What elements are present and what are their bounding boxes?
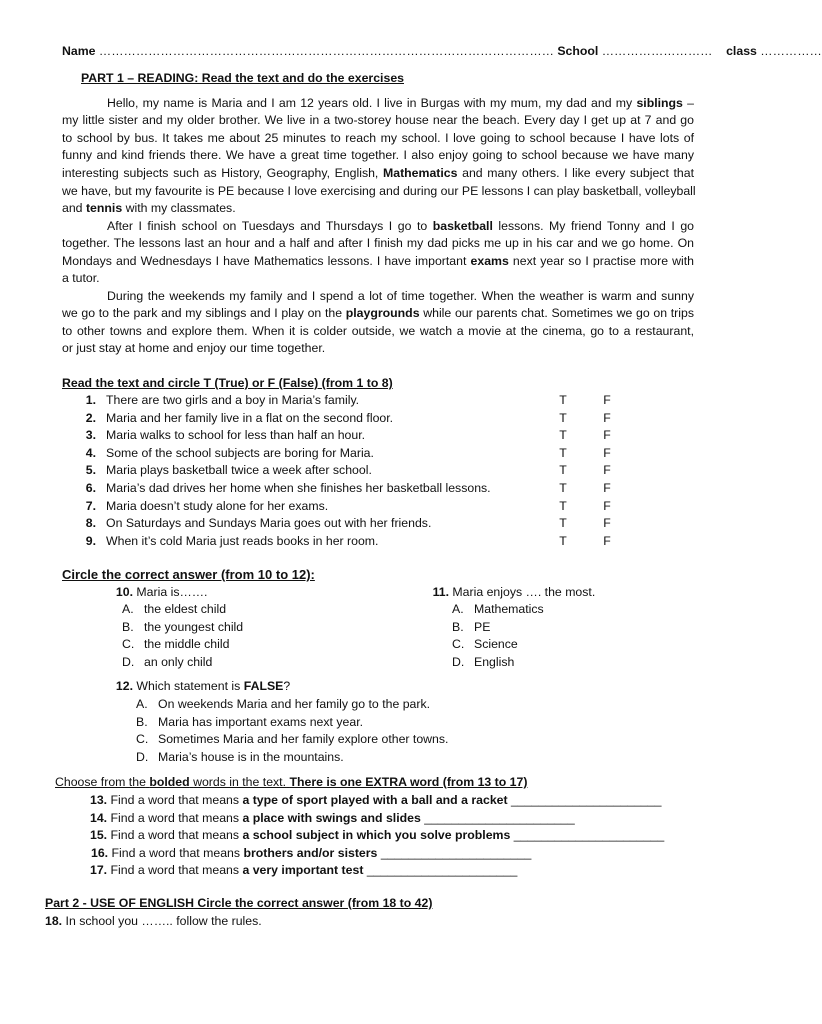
tf-item	[80, 428, 640, 442]
word-item-meaning: brothers and/or sisters	[243, 845, 378, 860]
option-letter: C.	[452, 637, 465, 652]
tf-item-text: Maria and her family live in a flat on the second floor.	[106, 410, 394, 425]
q10-option[interactable]	[122, 655, 212, 669]
option-text: the eldest child	[144, 602, 227, 616]
word-item	[91, 846, 531, 860]
option-letter: D.	[452, 654, 465, 669]
word-item-number: 16.	[91, 845, 109, 860]
tf-item-text: There are two girls and a boy in Maria’s family.	[106, 393, 360, 407]
q11-option[interactable]	[452, 620, 490, 634]
p2-line-4: a tutor.	[62, 271, 100, 285]
p1-line-2: my little sister and my older brother. We live in a two-storey house near the beach. Every day I get up at 7 and go	[62, 113, 694, 127]
option-letter: D.	[136, 749, 149, 764]
option-letter: D.	[122, 654, 135, 669]
false-option[interactable]: F	[603, 481, 611, 495]
true-option[interactable]: T	[559, 445, 567, 460]
p3-line-1: During the weekends my family and I spend a lot of time together. When the weather is warm and sunny	[107, 289, 694, 303]
tf-item	[80, 499, 640, 513]
false-option[interactable]: F	[603, 463, 611, 478]
option-text: Science	[474, 637, 518, 652]
false-option[interactable]: F	[603, 498, 611, 513]
part2-title: Part 2 - USE OF ENGLISH Circle the correct answer (from 18 to 42)	[45, 896, 433, 910]
option-text: the middle child	[144, 637, 230, 652]
option-text: Maria’s house is in the mountains.	[158, 749, 344, 764]
tf-item	[80, 463, 640, 477]
name-field[interactable]: …………………………………………………………………………………………………	[98, 44, 554, 58]
p3-line-2: we go to the park and my siblings and I play on the playgrounds while our parents chat. Sometimes we go on trips	[62, 306, 694, 320]
p2-line-1: After I finish school on Tuesdays and Thursdays I go to basketball lessons. My friend Tonny and I go	[107, 219, 695, 233]
false-option[interactable]: F	[603, 533, 611, 548]
option-text: PE	[474, 619, 491, 634]
false-option[interactable]: F	[603, 393, 611, 407]
tf-item-text: Maria’s dad drives her home when she finishes her basketball lessons.	[106, 481, 491, 495]
answer-blank[interactable]: ______________________	[380, 845, 532, 860]
p3-line-4: or just stay at home and enjoy our time together.	[62, 341, 326, 355]
q12-option[interactable]	[136, 697, 430, 711]
tf-item-number: 6.	[85, 481, 96, 495]
option-text: English	[474, 654, 515, 669]
q11-option[interactable]	[452, 637, 518, 651]
word-title: Choose from the bolded words in the text. There is one EXTRA word (from 13 to 17)	[55, 775, 528, 789]
header-line	[62, 44, 822, 58]
option-text: Sometimes Maria and her family explore other towns.	[158, 732, 449, 747]
true-option[interactable]: T	[559, 498, 567, 513]
word-item	[90, 828, 664, 842]
p2-line-2: together. The lessons last an hour and a half and after I finish my dad picks me up in his car and we go home. On	[62, 236, 694, 250]
word-item-number: 15.	[90, 828, 108, 843]
mc-title: Circle the correct answer (from 10 to 12):	[62, 567, 315, 582]
true-option[interactable]: T	[559, 463, 567, 478]
q10-option[interactable]	[122, 620, 243, 634]
tf-item-number: 5.	[85, 463, 96, 478]
q12-option[interactable]	[136, 750, 344, 764]
tf-item-number: 2.	[85, 410, 96, 425]
q12: 12. Which statement is FALSE?	[115, 679, 291, 693]
tf-item-number: 1.	[85, 393, 96, 407]
q10-option[interactable]	[122, 602, 226, 616]
class-label: class	[726, 44, 757, 58]
tf-item-number: 7.	[85, 498, 96, 513]
p3-line-3: to other towns and explore them. When it is colder outside, we watch a movie at the cinema, go to a restaurant,	[62, 324, 694, 338]
q18: 18. In school you …….. follow the rules.	[45, 914, 262, 928]
tf-item-text: Some of the school subjects are boring for Maria.	[106, 445, 374, 460]
answer-blank[interactable]: ______________________	[513, 828, 665, 843]
tf-item	[80, 411, 640, 425]
option-letter: A.	[136, 697, 148, 711]
word-item-number: 14.	[90, 810, 108, 825]
q11-option[interactable]	[452, 602, 544, 616]
word-item-meaning: a very important test	[242, 863, 364, 878]
word-item-number: 17.	[90, 863, 108, 878]
word-item	[90, 863, 517, 877]
tf-item-text: Maria plays basketball twice a week after school.	[106, 463, 372, 478]
option-letter: B.	[136, 714, 148, 729]
tf-item-number: 3.	[85, 428, 96, 443]
tf-item	[80, 534, 640, 548]
option-letter: A.	[122, 602, 134, 616]
option-text: an only child	[144, 654, 213, 669]
answer-blank[interactable]: ______________________	[424, 810, 575, 825]
option-letter: B.	[452, 619, 464, 634]
tf-item-number: 4.	[85, 445, 96, 460]
tf-item	[80, 446, 640, 460]
true-option[interactable]: T	[559, 410, 567, 425]
true-option[interactable]: T	[559, 533, 567, 548]
p1-line-4: funny and kind friends there. We have a great time together. I also enjoy going to school because we have many	[62, 148, 694, 162]
true-option[interactable]: T	[559, 516, 567, 531]
tf-item-text: When it’s cold Maria just reads books in her room.	[106, 533, 379, 548]
option-text: the youngest child	[144, 619, 244, 634]
p2-line-3: Mondays and Wednesdays I have Mathematics lessons. I have important exams next year so I practise more with	[62, 254, 695, 268]
answer-blank[interactable]: ______________________	[366, 863, 518, 878]
false-option[interactable]: F	[603, 445, 611, 460]
option-text: On weekends Maria and her family go to the park.	[158, 697, 431, 711]
false-option[interactable]: F	[603, 516, 611, 531]
word-item-prefix: Find a word that means	[110, 828, 240, 843]
word-item-meaning: a type of sport played with a ball and a racket	[242, 793, 508, 807]
q10-option[interactable]	[122, 637, 229, 651]
q11-option[interactable]	[452, 655, 514, 669]
p1-line-7: and tennis with my classmates.	[62, 201, 236, 215]
true-option[interactable]: T	[559, 393, 567, 407]
q12-option[interactable]	[136, 715, 363, 729]
word-item-prefix: Find a word that means	[110, 793, 240, 807]
answer-blank[interactable]: ______________________	[511, 793, 662, 807]
option-letter: A.	[452, 602, 464, 616]
false-option[interactable]: F	[603, 410, 611, 425]
tf-item-text: On Saturdays and Sundays Maria goes out with her friends.	[106, 516, 432, 531]
part1-title: PART 1 – READING: Read the text and do the exercises	[81, 71, 404, 85]
school-label: School	[557, 44, 599, 58]
q11: 11. Maria enjoys …. the most.	[432, 585, 596, 599]
option-letter: C.	[122, 637, 135, 652]
tf-item	[80, 481, 640, 495]
p1-line-5: interesting subjects such as History, Geography, English, Mathematics and many others. I like every subject that	[62, 166, 695, 180]
tf-item-number: 8.	[85, 516, 96, 531]
tf-title: Read the text and circle T (True) or F (False) (from 1 to 8)	[62, 376, 393, 390]
word-item-meaning: a place with swings and slides	[242, 810, 421, 825]
tf-item-text: Maria walks to school for less than half an hour.	[106, 428, 366, 443]
q12-option[interactable]	[136, 732, 448, 746]
word-item-prefix: Find a word that means	[110, 863, 240, 878]
option-text: Mathematics	[474, 602, 544, 616]
tf-item-number: 9.	[85, 533, 96, 548]
tf-item-text: Maria doesn’t study alone for her exams.	[106, 498, 329, 513]
q10: 10. Maria is…….	[115, 585, 208, 599]
p1-line-3: to school by bus. It takes me about 25 minutes to reach my school. I love going to school because I have lots of	[62, 131, 694, 145]
tf-item	[80, 516, 640, 530]
word-item-meaning: a school subject in which you solve problems	[242, 828, 511, 843]
word-item	[90, 793, 661, 807]
word-item-prefix: Find a word that means	[111, 845, 241, 860]
name-label: Name	[62, 44, 96, 58]
tf-item	[80, 393, 640, 407]
false-option[interactable]: F	[603, 428, 611, 443]
true-option[interactable]: T	[559, 428, 567, 443]
p1-line-1: Hello, my name is Maria and I am 12 years old. I live in Burgas with my mum, my dad and my siblings –	[107, 96, 694, 110]
word-item-number: 13.	[90, 793, 108, 807]
option-letter: C.	[136, 732, 149, 747]
option-text: Maria has important exams next year.	[158, 714, 364, 729]
true-option[interactable]: T	[559, 481, 567, 495]
class-field[interactable]: ……………	[760, 44, 822, 58]
option-letter: B.	[122, 619, 134, 634]
word-item	[90, 811, 575, 825]
p1-line-6: we have, but my favourite is PE because I love exercising and during our PE lessons I can play basketball, volleyball	[62, 184, 696, 198]
school-field[interactable]: ………………………	[601, 44, 713, 58]
word-item-prefix: Find a word that means	[110, 810, 240, 825]
